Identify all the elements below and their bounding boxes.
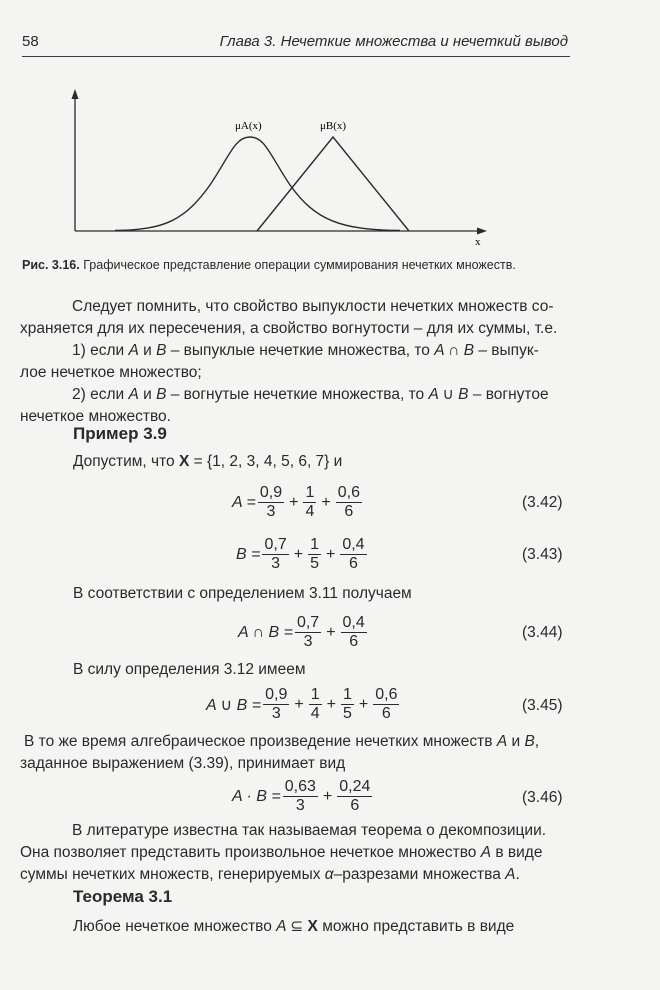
- label-mu-a: μA(x): [235, 120, 262, 132]
- item-2-line2: нечеткое множество.: [20, 408, 171, 425]
- gaussian-curve-a: [115, 137, 400, 231]
- theorem-heading: Теорема 3.1: [73, 887, 173, 906]
- y-axis-arrow: [72, 89, 79, 99]
- convexity-paragraph: [20, 296, 573, 428]
- figure-caption: [22, 258, 516, 272]
- x-axis-arrow: [477, 228, 487, 235]
- example-heading: Пример 3.9: [73, 424, 167, 443]
- equation-3-43: B = $\frac{0,7}{3}$ + $\frac{1}{5}$ + $\frac{0,4}{6}$: [236, 536, 365, 572]
- text-before-3-45: В силу определения 3.12 имеем: [73, 661, 306, 678]
- label-x: x: [475, 236, 481, 248]
- caption-prefix: Рис. 3.16.: [22, 258, 80, 272]
- eq-number-3-45: (3.45): [522, 697, 563, 714]
- triangle-curve-b: [257, 137, 409, 231]
- example-intro: Допустим, что X = {1, 2, 3, 4, 5, 6, 7} и: [73, 453, 343, 470]
- para1-line2: храняется для их пересечения, а свойство вогнутости – для их суммы, т.е.: [20, 320, 558, 337]
- equation-3-45: A ∪ B = $\frac{0,9}{3}$ + $\frac{1}{4}$ + $\frac{1}{5}$ + $\frac{0,6}{6}$: [206, 686, 398, 722]
- chapter-title: Глава 3. Нечеткие множества и нечеткий вывод: [219, 33, 568, 50]
- decomposition-paragraph: В литературе известна так называемая теорема о декомпозиции. Она позволяет представить произвольное нечеткое множество A в виде суммы нечетких множеств, генерируемых α–разрезами множества A.: [20, 822, 547, 883]
- equation-3-44: A ∩ B = $\frac{0,7}{3}$ + $\frac{0,4}{6}$: [238, 614, 365, 650]
- equation-3-46: A · B = $\frac{0,63}{3}$ + $\frac{0,24}{6}$: [232, 778, 371, 814]
- item-2: 2) если A и B – вогнутые нечеткие множества, то A ∪ B – вогнутое: [72, 386, 549, 403]
- text-before-3-46: В то же время алгебраическое произведение нечетких множеств A и B, заданное выражением (3.39), принимает вид: [20, 733, 540, 772]
- membership-functions-figure: [55, 85, 495, 250]
- eq-number-3-44: (3.44): [522, 624, 563, 641]
- equation-3-42: A = $\frac{0,9}{3}$ + $\frac{1}{4}$ + $\frac{0,6}{6}$: [232, 484, 360, 520]
- text-before-3-44: В соответствии с определением 3.11 получаем: [73, 585, 412, 602]
- caption-text: Графическое представление операции суммирования нечетких множеств.: [83, 258, 516, 272]
- header-rule: [22, 56, 570, 57]
- eq-number-3-42: (3.42): [522, 494, 563, 511]
- page-number: 58: [22, 33, 39, 50]
- item-1-line2: лое нечеткое множество;: [20, 364, 202, 381]
- para1-line1: Следует помнить, что свойство выпуклости нечетких множеств со-: [72, 298, 554, 315]
- eq-number-3-46: (3.46): [522, 789, 563, 806]
- label-mu-b: μB(x): [320, 120, 347, 132]
- eq-number-3-43: (3.43): [522, 546, 563, 563]
- item-1: 1) если A и B – выпуклые нечеткие множества, то A ∩ B – выпук-: [72, 342, 539, 359]
- theorem-text: Любое нечеткое множество A ⊆ X можно представить в виде: [73, 918, 515, 935]
